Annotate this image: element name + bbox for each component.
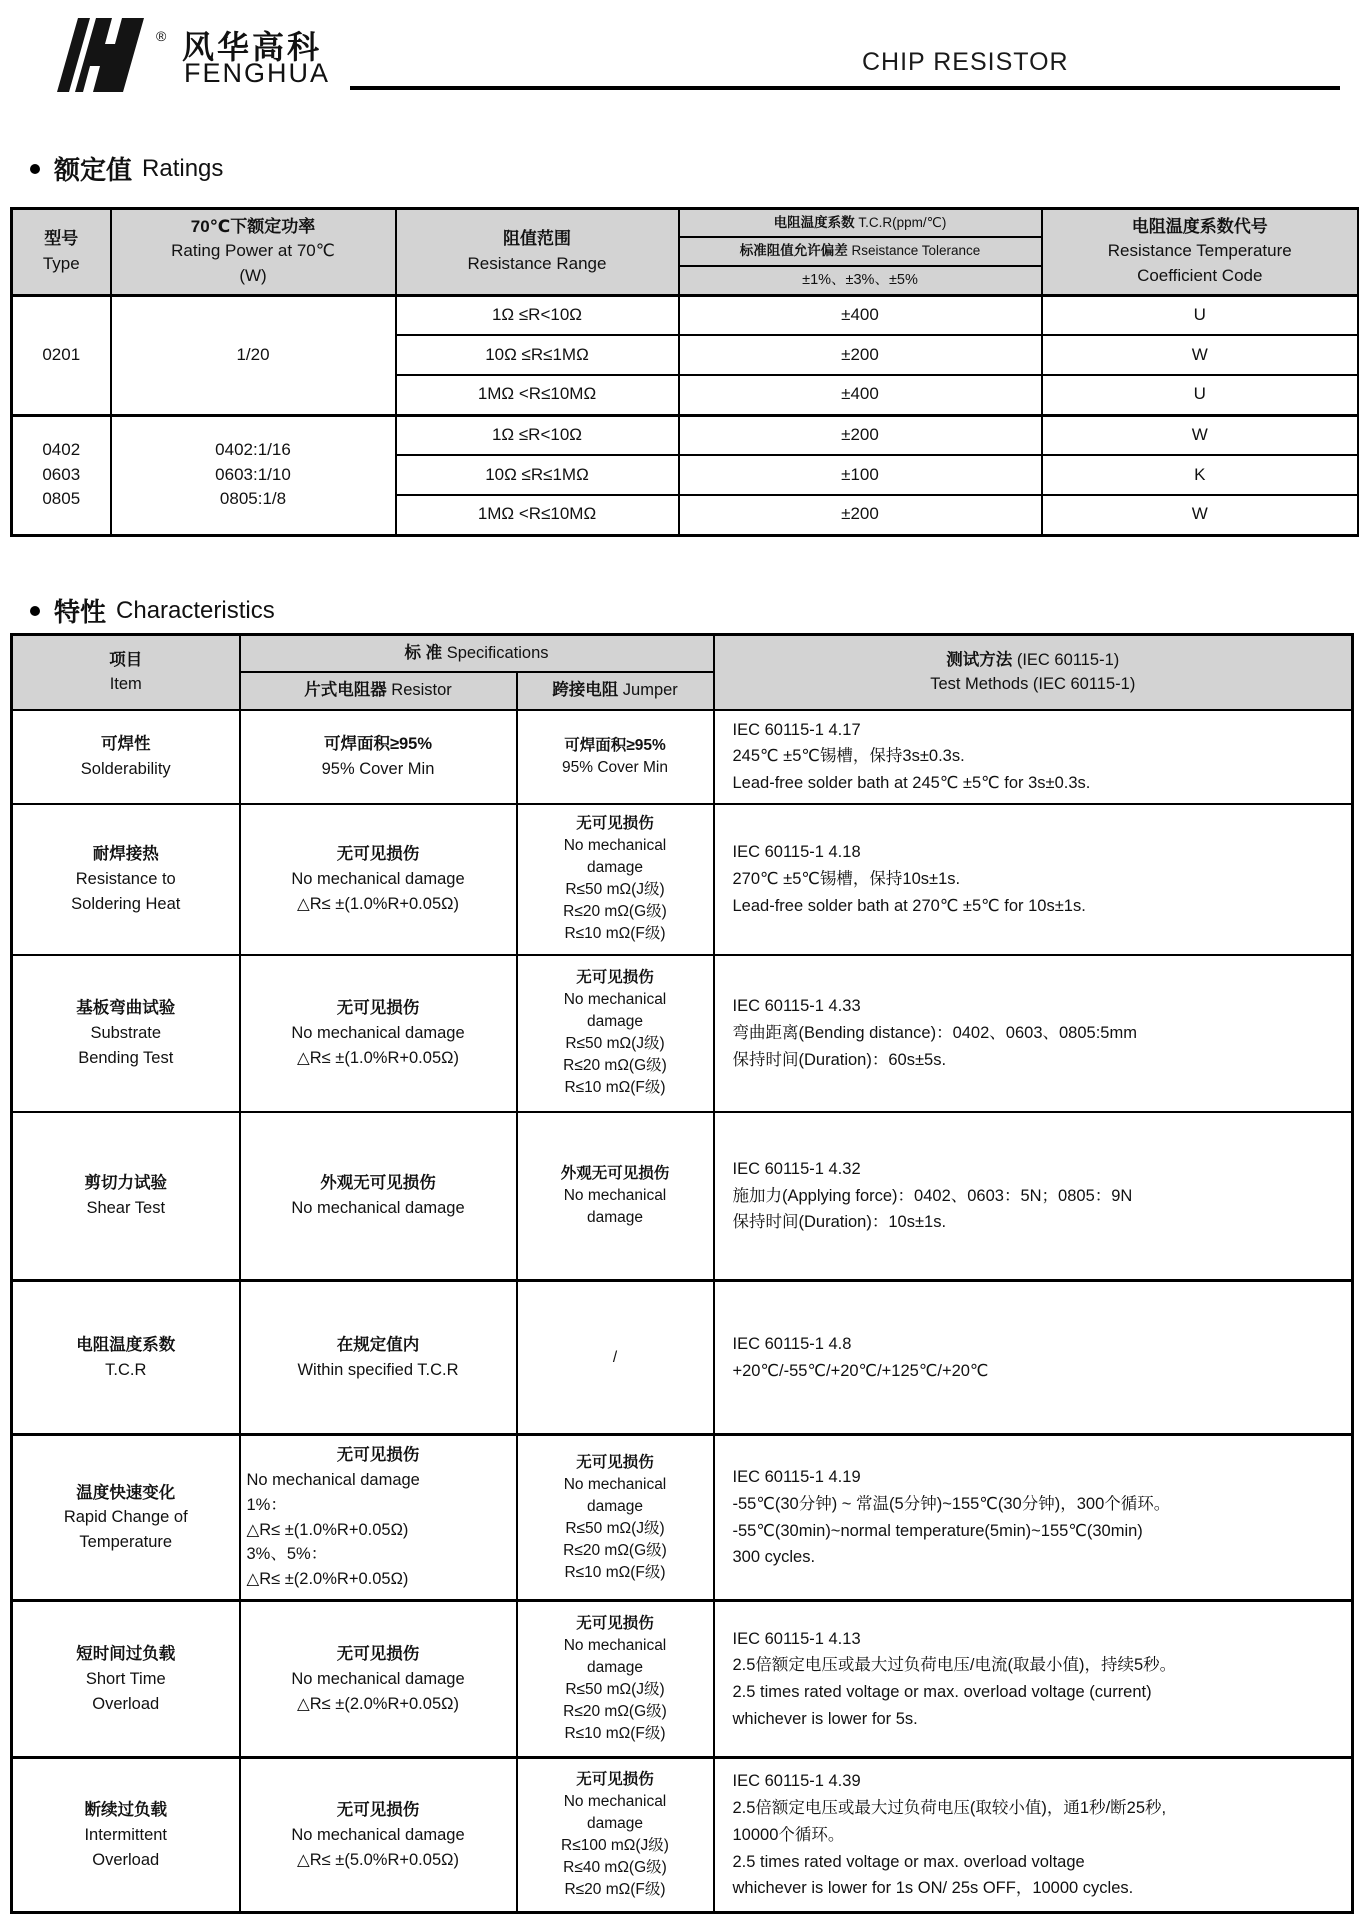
char-row-intermittent-overload [12,1758,1353,1913]
ratings-section-title [30,150,223,187]
test-method-cell: IEC 60115-1 4.33 弯曲距离(Bending distance)：0402、0603、0805:5mm 保持时间(Duration)：60s±5s. [714,955,1353,1112]
cell-tcr: ±100 [679,455,1042,495]
ratings-header-tolerance [679,237,1042,266]
cell-code: U [1042,375,1359,415]
jumper-label-cn: 跨接电阻 [552,681,619,700]
ratings-header-tolerance-values: ±1%、±3%、±5% [679,266,1042,296]
ratings-title-en: Ratings [142,154,224,182]
method-label-en: Test Methods (IEC 60115-1) [930,675,1136,694]
cell-range: 1MΩ <R≤10MΩ [396,375,679,415]
ratings-row-0402-1 [12,415,1359,455]
jumper-spec-cell: 无可见损伤 No mechanical damage R≤50 mΩ(J级) R≤20 mΩ(G级) R≤10 mΩ(F级) [517,1435,714,1601]
cell-power-0201: 1/20 [111,295,396,415]
tcr-label-cn: 电阻温度系数 [773,214,855,230]
method-label-cn: 测试方法 [946,650,1013,669]
cell-type-0201: 0201 [12,295,111,415]
fenghua-logo-mark [54,16,150,99]
spec-label-en: Specifications [446,643,549,662]
resistor-spec-cell: 在规定值内 Within specified T.C.R [240,1281,517,1435]
cell-power-0402-0603-0805: 0402:1/16 0603:1/10 0805:1/8 [111,415,396,535]
ratings-header-type: 型号 Type [12,209,111,296]
tolerance-label-cn: 标准阻值允许偏差 [739,242,848,258]
test-method-cell: IEC 60115-1 4.32 施加力(Applying force)：0402、0603：5N；0805：9N 保持时间(Duration)：10s±1s. [714,1112,1353,1281]
resistor-spec-cell: 无可见损伤 No mechanical damage △R≤ ±(2.0%R+0.05Ω) [240,1601,517,1758]
cell-code: U [1042,295,1359,335]
item-cell: 短时间过负载 Short Time Overload [12,1601,240,1758]
cell-tcr: ±400 [679,375,1042,415]
tcr-label-en: T.C.R(ppm/℃) [858,214,947,230]
char-row-shear-test [12,1112,1353,1281]
item-cell: 耐焊接热 Resistance to Soldering Heat [12,804,240,955]
ratings-header-power: 70℃下额定功率 Rating Power at 70℃ (W) [111,209,396,296]
test-method-cell: IEC 60115-1 4.17 245℃ ±5℃锡槽，保持3s±0.3s. Lead-free solder bath at 245℃ ±5℃ for 3s±0.3s. [714,710,1353,804]
cell-code: W [1042,495,1359,535]
char-row-solderability [12,710,1353,804]
cell-range: 10Ω ≤R≤1MΩ [396,335,679,375]
resistor-spec-cell: 无可见损伤 No mechanical damage △R≤ ±(1.0%R+0.05Ω) [240,955,517,1112]
cell-code: K [1042,455,1359,495]
resistor-spec-cell: 外观无可见损伤 No mechanical damage [240,1112,517,1281]
cell-tcr: ±400 [679,295,1042,335]
characteristics-title-cn: 特性 [54,597,107,627]
test-method-cell: IEC 60115-1 4.19 -55℃(30分钟) ~ 常温(5分钟)~155℃(30分钟)，300个循环。 -55℃(30min)~normal temperature(5min)~155℃(30min) 300 cycles. [714,1435,1353,1601]
char-header-resistor [240,672,517,710]
characteristics-section-title [30,592,275,629]
char-row-rapid-change-of-temperature [12,1435,1353,1601]
char-header-item: 项目 Item [12,635,240,710]
cell-range: 1MΩ <R≤10MΩ [396,495,679,535]
resistor-spec-cell: 可焊面积≥95% 95% Cover Min [240,710,517,804]
doc-title: CHIP RESISTOR [862,48,1069,76]
item-cell: 电阻温度系数 T.C.R [12,1281,240,1435]
ratings-title-cn: 额定值 [54,155,133,185]
item-cell: 剪切力试验 Shear Test [12,1112,240,1281]
char-header-spec [240,635,714,672]
registered-trademark-icon: ® [156,28,167,44]
characteristics-title-en: Characteristics [116,596,275,624]
jumper-spec-cell: 无可见损伤 No mechanical damage R≤50 mΩ(J级) R≤20 mΩ(G级) R≤10 mΩ(F级) [517,955,714,1112]
ratings-table [10,207,1359,537]
resistor-label-cn: 片式电阻器 [304,681,387,700]
test-method-cell: IEC 60115-1 4.13 2.5倍额定电压或最大过负荷电压/电流(取最小值)，持续5秒。 2.5 times rated voltage or max. overload voltage (current) whichever is lower for 5s. [714,1601,1353,1758]
cell-range: 1Ω ≤R<10Ω [396,295,679,335]
char-header-method [714,635,1353,710]
cell-tcr: ±200 [679,335,1042,375]
item-cell: 基板弯曲试验 Substrate Bending Test [12,955,240,1112]
jumper-spec-cell: 可焊面积≥95% 95% Cover Min [517,710,714,804]
ratings-header-tcr [679,209,1042,237]
char-header-jumper [517,672,714,710]
spec-label-cn: 标 准 [404,643,443,662]
cell-range: 1Ω ≤R<10Ω [396,415,679,455]
test-method-cell: IEC 60115-1 4.8 +20℃/-55℃/+20℃/+125℃/+20℃ [714,1281,1353,1435]
item-cell: 可焊性 Solderability [12,710,240,804]
jumper-spec-cell: 无可见损伤 No mechanical damage R≤50 mΩ(J级) R≤20 mΩ(G级) R≤10 mΩ(F级) [517,1601,714,1758]
tolerance-label-en: Rseistance Tolerance [851,242,981,258]
resistor-label-en: Resistor [391,681,452,700]
resistor-spec-cell: 无可见损伤 No mechanical damage 1%： △R≤ ±(1.0%R+0.05Ω) 3%、5%： △R≤ ±(2.0%R+0.05Ω) [240,1435,517,1601]
resistor-spec-cell: 无可见损伤 No mechanical damage △R≤ ±(5.0%R+0.05Ω) [240,1758,517,1913]
cell-range: 10Ω ≤R≤1MΩ [396,455,679,495]
ratings-header-code: 电阻温度系数代号 Resistance Temperature Coefficient Code [1042,209,1359,296]
method-label-ref: (IEC 60115-1) [1016,650,1120,669]
char-header-row-1 [12,635,1353,672]
item-cell: 断续过负载 Intermittent Overload [12,1758,240,1913]
bullet-icon [30,164,40,174]
fh-monogram-icon [54,16,150,94]
char-row-substrate-bending-test [12,955,1353,1112]
jumper-spec-cell: 无可见损伤 No mechanical damage R≤50 mΩ(J级) R≤20 mΩ(G级) R≤10 mΩ(F级) [517,804,714,955]
test-method-cell: IEC 60115-1 4.18 270℃ ±5℃锡槽，保持10s±1s. Lead-free solder bath at 270℃ ±5℃ for 10s±1s. [714,804,1353,955]
cell-code: W [1042,335,1359,375]
test-method-cell: IEC 60115-1 4.39 2.5倍额定电压或最大过负荷电压(取较小值)，通1秒/断25秒, 10000个循环。 2.5 times rated voltage or max. overload voltage whichever is lower for 1s ON/ 25s OFF，10000 cycles. [714,1758,1353,1913]
cell-tcr: ±200 [679,415,1042,455]
cell-tcr: ±200 [679,495,1042,535]
bullet-icon [30,606,40,616]
char-row-resistance-to-soldering-heat [12,804,1353,955]
char-row-short-time-overload [12,1601,1353,1758]
char-row-tcr [12,1281,1353,1435]
jumper-spec-cell: 外观无可见损伤 No mechanical damage [517,1112,714,1281]
header-rule [350,86,1340,90]
jumper-spec-cell: 无可见损伤 No mechanical damage R≤100 mΩ(J级) R≤40 mΩ(G级) R≤20 mΩ(F级) [517,1758,714,1913]
cell-code: W [1042,415,1359,455]
jumper-spec-cell: / [517,1281,714,1435]
resistor-spec-cell: 无可见损伤 No mechanical damage △R≤ ±(1.0%R+0.05Ω) [240,804,517,955]
cell-type-0402-0603-0805: 0402 0603 0805 [12,415,111,535]
characteristics-table [10,633,1354,1914]
jumper-label-en: Jumper [622,681,678,700]
brand-name-chinese: 风华高科 [182,29,323,65]
ratings-header-range: 阻值范围 Resistance Range [396,209,679,296]
brand-name-english: FENGHUA [184,58,331,88]
ratings-header-row-1 [12,209,1359,237]
item-cell: 温度快速变化 Rapid Change of Temperature [12,1435,240,1601]
ratings-row-0201-1 [12,295,1359,335]
